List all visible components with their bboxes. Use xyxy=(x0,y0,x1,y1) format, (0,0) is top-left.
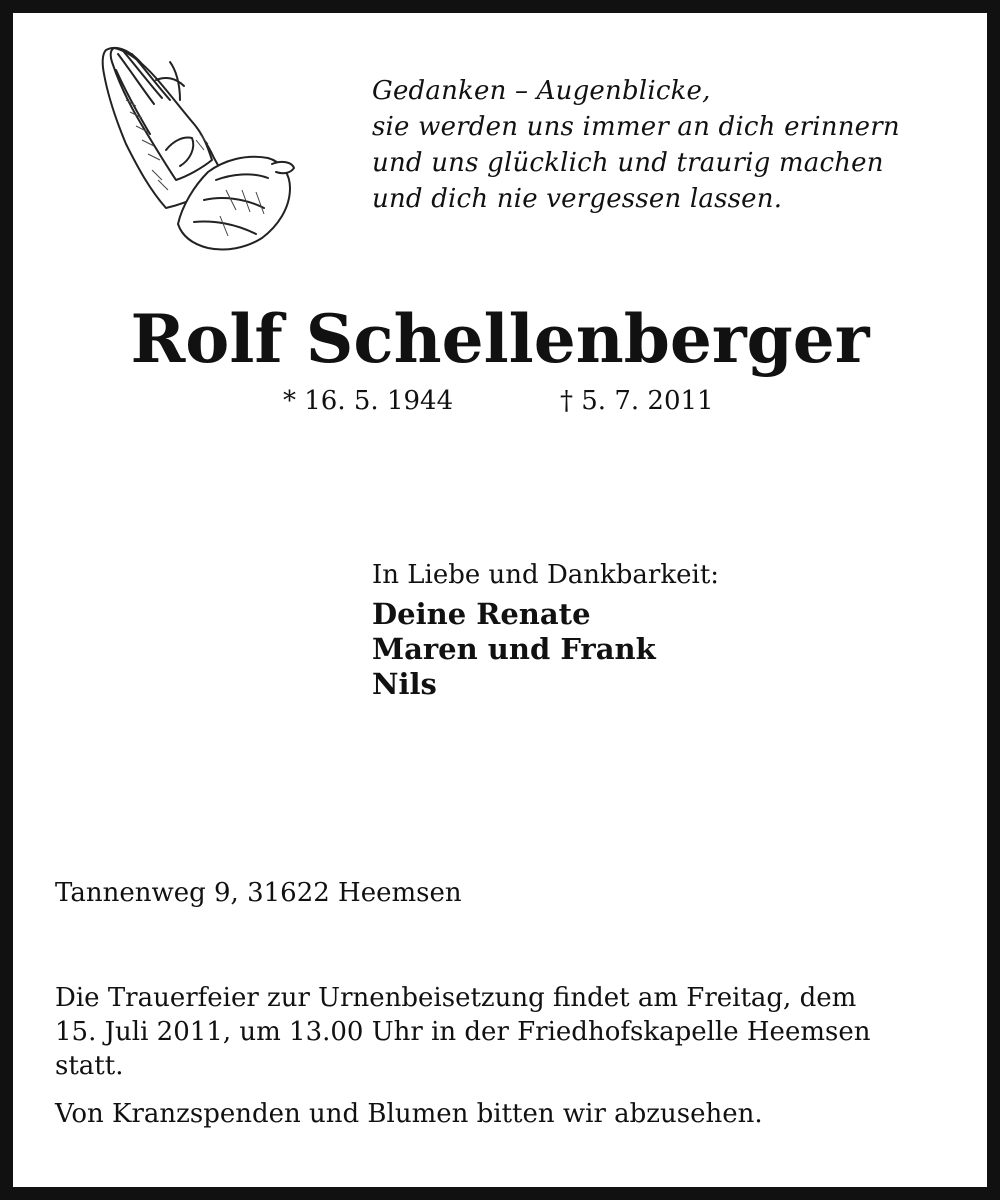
praying-hands-icon xyxy=(96,40,296,256)
poem-line: sie werden uns immer an dich erinnern xyxy=(372,112,900,142)
poem-line: Gedanken – Augenblicke, xyxy=(372,76,711,106)
ceremony-line: 15. Juli 2011, um 13.00 Uhr in der Friedhofskapelle Heemsen xyxy=(55,1017,871,1047)
mourner-name: Nils xyxy=(372,667,437,701)
birth-date: * 16. 5. 1944 xyxy=(283,386,454,416)
death-date: † 5. 7. 2011 xyxy=(560,386,714,416)
ceremony-notice xyxy=(55,981,955,1083)
ceremony-line: statt. xyxy=(55,1051,124,1081)
ceremony-line: Die Trauerfeier zur Urnenbeisetzung findet am Freitag, dem xyxy=(55,983,857,1013)
flowers-wish: Von Kranzspenden und Blumen bitten wir abzusehen. xyxy=(55,1099,763,1129)
mourners-list xyxy=(372,597,656,702)
mourner-name: Maren und Frank xyxy=(372,632,656,666)
memorial-poem xyxy=(372,73,972,217)
mourners-intro: In Liebe und Dankbarkeit: xyxy=(372,560,720,590)
deceased-name: Rolf Schellenberger xyxy=(130,300,870,378)
family-address: Tannenweg 9, 31622 Heemsen xyxy=(55,878,462,908)
poem-line: und dich nie vergessen lassen. xyxy=(372,184,783,214)
poem-line: und uns glücklich und traurig machen xyxy=(372,148,884,178)
mourner-name: Deine Renate xyxy=(372,597,591,631)
